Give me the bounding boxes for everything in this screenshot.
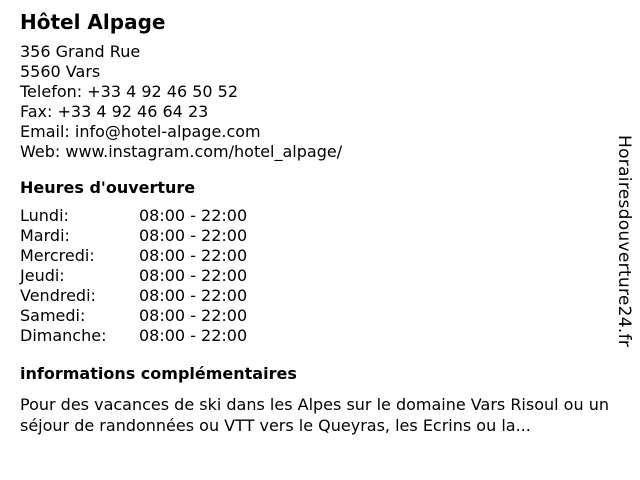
hours-time: 08:00 - 22:00	[139, 206, 248, 225]
city-address: 5560 Vars	[20, 62, 101, 81]
hours-time: 08:00 - 22:00	[139, 266, 248, 285]
hours-heading: Heures d'ouverture	[20, 178, 196, 197]
hours-day: Vendredi:	[20, 286, 96, 305]
hours-row	[20, 246, 620, 266]
hours-row	[20, 306, 620, 326]
street-address: 356 Grand Rue	[20, 42, 141, 61]
address-block	[20, 42, 620, 162]
extra-info-heading: informations complémentaires	[20, 364, 297, 383]
phone-line: Telefon: +33 4 92 46 50 52	[20, 82, 239, 101]
hours-row	[20, 286, 620, 306]
hotel-card	[20, 10, 620, 436]
brand-watermark: Horairesdouverture24.fr	[614, 135, 634, 348]
hotel-name: Hôtel Alpage	[20, 10, 166, 34]
hours-time: 08:00 - 22:00	[139, 226, 248, 245]
hours-day: Samedi:	[20, 306, 86, 325]
hours-row	[20, 326, 620, 346]
hours-day: Mercredi:	[20, 246, 95, 265]
hours-day: Mardi:	[20, 226, 70, 245]
hours-time: 08:00 - 22:00	[139, 246, 248, 265]
hours-time: 08:00 - 22:00	[139, 326, 248, 345]
hours-time: 08:00 - 22:00	[139, 286, 248, 305]
hours-day: Jeudi:	[20, 266, 65, 285]
hours-row	[20, 206, 620, 226]
web-line: Web: www.instagram.com/hotel_alpage/	[20, 142, 343, 161]
hours-row	[20, 226, 620, 246]
email-line: Email: info@hotel-alpage.com	[20, 122, 261, 141]
extra-info-text: Pour des vacances de ski dans les Alpes sur le domaine Vars Risoul ou un séjour de randonnées ou VTT vers le Queyras, les Ecrins ou la...	[20, 395, 609, 435]
hours-day: Dimanche:	[20, 326, 107, 345]
hours-time: 08:00 - 22:00	[139, 306, 248, 325]
hours-day: Lundi:	[20, 206, 69, 225]
hours-table	[20, 206, 620, 346]
hours-row	[20, 266, 620, 286]
fax-line: Fax: +33 4 92 46 64 23	[20, 102, 209, 121]
